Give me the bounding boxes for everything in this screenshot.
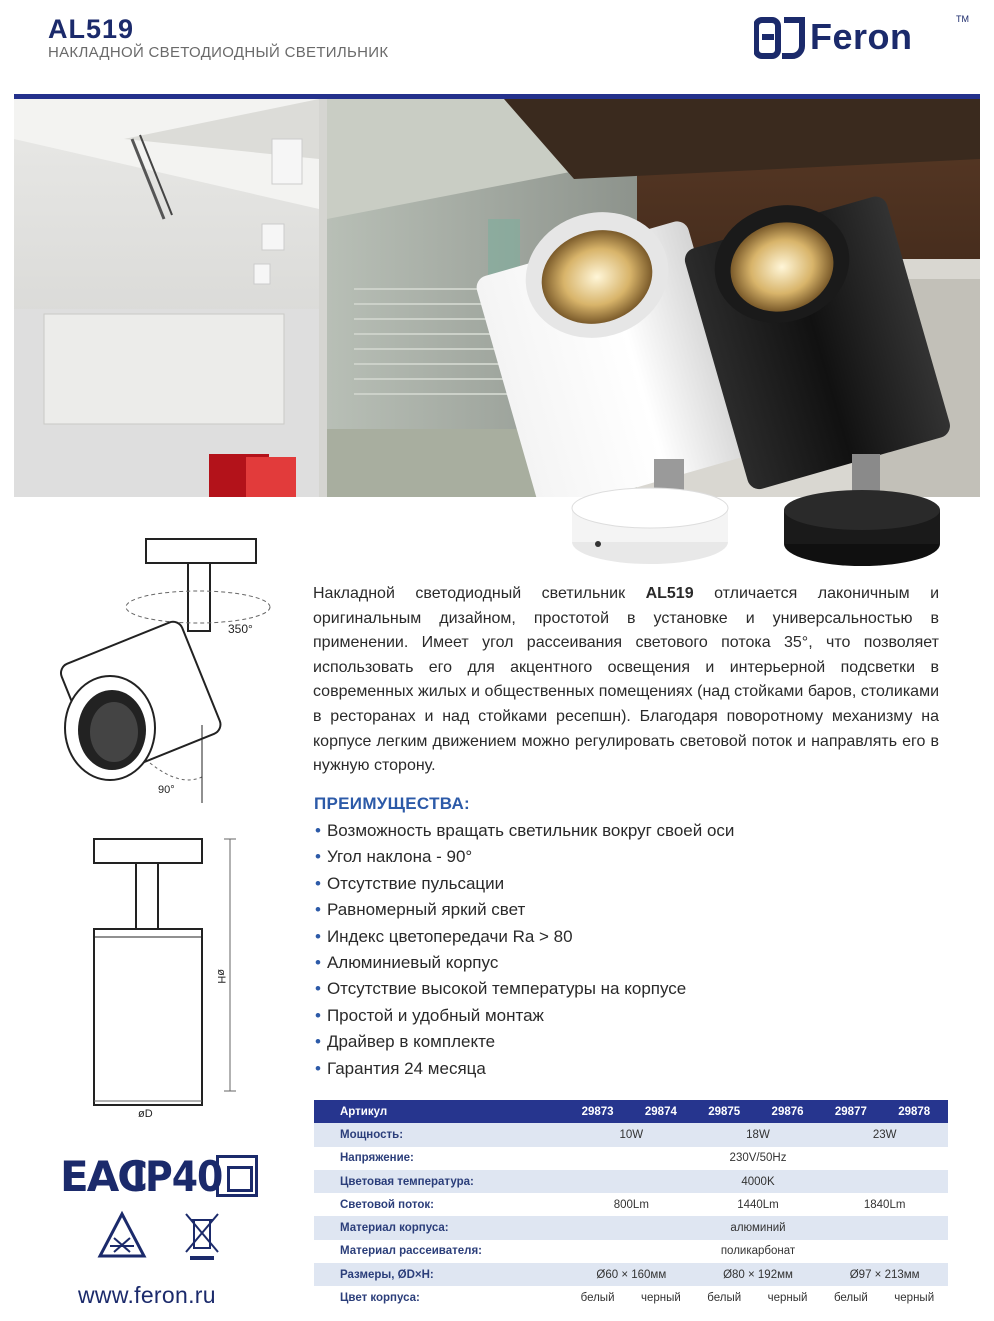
diameter-label: øD — [138, 1108, 153, 1120]
spec-value: черный — [640, 1292, 681, 1305]
spec-row-flux — [314, 1193, 948, 1216]
safety-icons — [96, 1208, 226, 1264]
tilt-label: 90° — [158, 784, 175, 796]
spec-value: Ø80 × 192мм — [695, 1263, 822, 1286]
certification-marks — [60, 1152, 260, 1202]
description-model: AL519 — [645, 585, 694, 602]
article-code: 29873 — [568, 1100, 627, 1123]
spec-row-power — [314, 1123, 948, 1146]
advantage-item: • Отсутствие пульсации — [315, 871, 734, 897]
advantage-item: • Гарантия 24 месяца — [315, 1056, 734, 1082]
spec-label: Цветовая температура: — [314, 1170, 568, 1193]
website-link[interactable]: www.feron.ru — [78, 1282, 216, 1308]
product-subtitle: НАКЛАДНОЙ СВЕТОДИОДНЫЙ СВЕТИЛЬНИК — [48, 44, 389, 61]
spec-value: 230V/50Hz — [729, 1152, 787, 1165]
spec-header-row — [314, 1100, 948, 1123]
advantage-item: • Алюминиевый корпус — [315, 950, 734, 976]
ip-rating: IP40 — [132, 1152, 223, 1201]
article-code: 29878 — [880, 1100, 948, 1123]
description-lead: Накладной светодиодный светильник — [313, 585, 646, 602]
advantage-item: • Равномерный яркий свет — [315, 897, 734, 923]
advantage-item: • Возможность вращать светильник вокруг своей оси — [315, 818, 734, 844]
product-description — [313, 582, 939, 779]
crossed-bin-icon — [186, 1214, 218, 1260]
spec-value: поликарбонат — [720, 1245, 796, 1258]
spec-value: 10W — [568, 1123, 695, 1146]
description-body: отличается лаконичным и оригинальным дизайном, простотой в установке и универсальностью в применении. Имеет угол рассеивания светового потока 35°, что позволяет использовать его для акцентного освещения и интерьерной подсветки в современных жилых и общественных помещениях (над стойками баров, столиками в ресторанах и над стойками ресепшн). Благодаря поворотному механизму на корпусе легким движением можно регулировать световой поток и направлять его в нужную сторону. — [313, 585, 940, 775]
spec-value: черный — [894, 1292, 935, 1305]
advantages-title: ПРЕИМУЩЕСТВА: — [314, 794, 471, 813]
trademark-mark: TM — [956, 14, 969, 24]
product-model: AL519 — [48, 14, 135, 44]
article-code: 29877 — [821, 1100, 880, 1123]
spec-value: алюминий — [568, 1216, 948, 1239]
advantage-item: • Угол наклона - 90° — [315, 844, 734, 870]
spec-value: 18W — [695, 1123, 822, 1146]
spec-value: 1440Lm — [737, 1198, 779, 1211]
spec-label: Материал рассеивателя: — [340, 1245, 482, 1258]
rotation-label: 350° — [228, 622, 253, 636]
advantage-item: • Простой и удобный монтаж — [315, 1003, 734, 1029]
spec-value: белый — [707, 1292, 742, 1305]
article-code: 29875 — [695, 1100, 754, 1123]
spec-value: белый — [580, 1292, 615, 1305]
spec-row-color-temp — [314, 1170, 948, 1193]
spec-row-diffuser-material — [314, 1240, 948, 1263]
spec-label: Материал корпуса: — [314, 1216, 568, 1239]
spec-value: Ø97 × 213мм — [821, 1263, 948, 1286]
spec-value: 23W — [821, 1123, 948, 1146]
luminaire-bases — [560, 480, 960, 580]
spec-value: 4000K — [568, 1170, 948, 1193]
spec-row-body-color — [314, 1286, 948, 1309]
spec-label: Размеры, ØD×H: — [314, 1263, 568, 1286]
advantage-item: • Отсутствие высокой температуры на корпусе — [315, 976, 734, 1002]
height-label: øH — [215, 969, 227, 984]
spec-label: Цвет корпуса: — [340, 1292, 420, 1305]
spec-row-body-material — [314, 1216, 948, 1239]
spec-header-label: Артикул — [314, 1100, 568, 1123]
spec-value: Ø60 × 160мм — [568, 1263, 695, 1286]
eac-mark: EAC — [60, 1152, 147, 1201]
article-code: 29874 — [627, 1100, 695, 1123]
hero-photo — [14, 99, 980, 497]
advantage-item: • Драйвер в комплекте — [315, 1029, 734, 1055]
spec-value: черный — [767, 1292, 808, 1305]
spec-label: Напряжение: — [340, 1152, 414, 1165]
article-code: 29876 — [754, 1100, 822, 1123]
spec-value: белый — [833, 1292, 868, 1305]
spec-row-dimensions — [314, 1263, 948, 1286]
feron-logo-mark-icon — [754, 14, 806, 62]
triangle-warning-icon — [100, 1214, 144, 1256]
spec-value: 800Lm — [613, 1198, 649, 1211]
advantage-item: • Индекс цветопередачи Ra > 80 — [315, 924, 734, 950]
spec-label: Мощность: — [314, 1123, 568, 1146]
feron-logo[interactable] — [754, 14, 969, 62]
spec-row-voltage — [314, 1147, 948, 1170]
brand-name: Feron — [810, 16, 913, 57]
spec-label: Световой поток: — [340, 1198, 434, 1211]
class-ii-icon — [216, 1155, 258, 1197]
advantages-list — [315, 818, 734, 1082]
spec-table — [314, 1100, 948, 1310]
spec-value: 1840Lm — [863, 1198, 906, 1211]
dimension-diagram — [30, 525, 290, 1125]
